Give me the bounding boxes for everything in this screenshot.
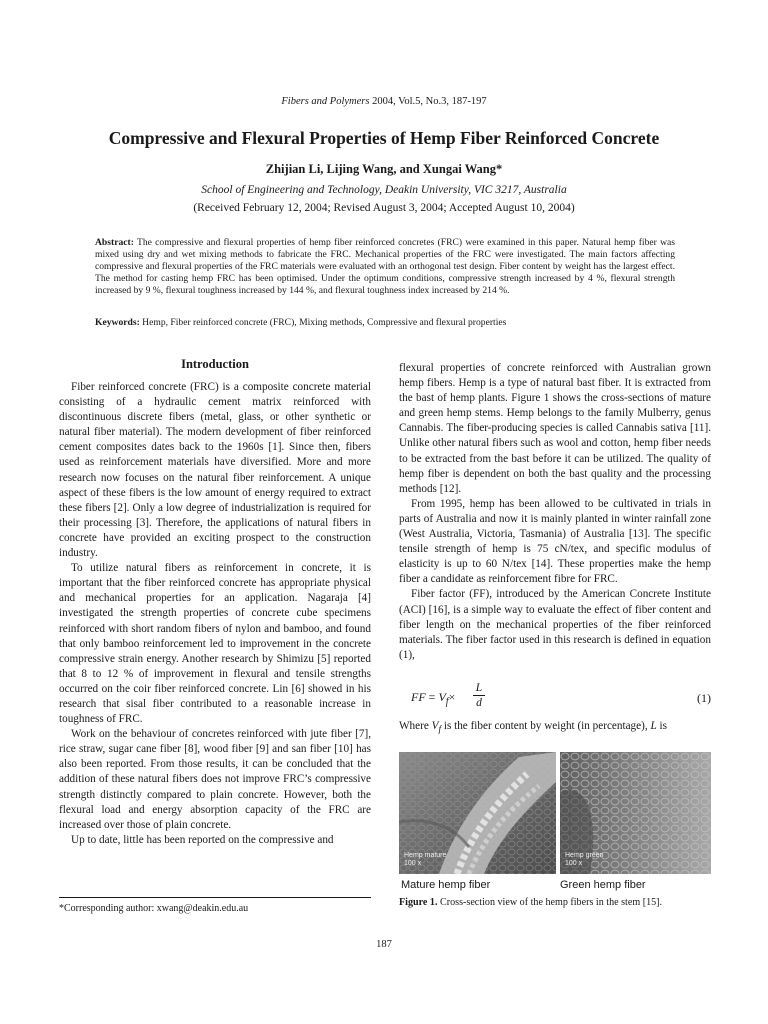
- keywords-text: Hemp, Fiber reinforced concrete (FRC), Mixing methods, Compressive and flexural properties: [139, 317, 507, 328]
- panel-label-mature: Mature hemp fiber: [401, 879, 491, 891]
- received-dates: (Received February 12, 2004; Revised August 3, 2004; Accepted August 10, 2004): [193, 202, 575, 214]
- caption-label: Figure 1.: [399, 897, 438, 908]
- mature-hemp-micrograph: [399, 752, 556, 874]
- abstract-text: The compressive and flexural properties of hemp fiber reinforced concretes (FRC) were examined in this paper. Natural hemp fiber was mixed using dry and wet mixing methods to fabricate the FRC. Mechanical properties of the FRC were investigated. The main factors affecting compressive and flexural properties of the FRC materials were evaluated with an orthogonal test design. Fiber content by weight has the largest effect. The method for casting hemp FRC has been optimised. Under the optimum conditions, compressive strength increased by 4 %, flexural strength increased by 9 %, flexural toughness increased by 144 %, and flexural toughness index increased by 214 %.: [95, 237, 675, 296]
- journal-volume: 2004, Vol.5, No.3, 187-197: [369, 96, 487, 107]
- fraction-bar: [473, 695, 485, 696]
- journal-name: Fibers and Polymers: [281, 96, 370, 107]
- figure-1: [399, 752, 711, 874]
- body-paragraph: Fiber reinforced concrete (FRC) is a composite concrete material consisting of a hydraulic cement matrix reinforced with discontinuous discrete fibers (metal, glass, or other synthetic or natural fiber material). The modern development of fiber reinforced cement composites dates back to the 1960s [1]. Since then, fibers used as reinforcement materials have diversified. More and more research now focuses on the natural fiber reinforcement. A unique aspect of these fibers is the low amount of energy required to extract these fibers [2]. Only a low degree of industrialization is required for their processing [3]. Therefore, the applications of natural fibers in concrete have provided an exciting prospect to the construction industry.: [59, 381, 371, 560]
- body-paragraph: Up to date, little has been reported on the compressive and: [71, 833, 334, 846]
- equation-fraction: [473, 682, 485, 709]
- fraction-denominator: d: [476, 697, 482, 709]
- equation-v-subscript: f: [445, 696, 449, 708]
- magnification-tag: [404, 852, 446, 868]
- tag-line: Hemp mature: [404, 852, 447, 859]
- paper-title: Compressive and Flexural Properties of Hemp Fiber Reinforced Concrete: [108, 128, 660, 148]
- section-heading: Introduction: [181, 357, 249, 371]
- equation-equals: =: [428, 690, 436, 704]
- abstract-label: Abstract:: [95, 237, 134, 248]
- body-paragraph: From 1995, hemp has been allowed to be cultivated in trials in parts of Australia and now it is mainly planted in winter rainfall zone (West Australia, Victoria, Tasmania) of Australia [13]. The specific tensile strength of hemp is 75 cN/tex, and specific modulus of elasticity is up to 60 N/tex [14]. These properties make the hemp fiber a candidate as reinforcement fibre for FRC.: [399, 497, 711, 586]
- tag-line: Hemp green: [565, 852, 604, 859]
- panel-label-green: Green hemp fiber: [560, 879, 646, 891]
- equation-v: V: [438, 690, 446, 704]
- caption-text: Cross-section view of the hemp fibers in the stem [15].: [437, 897, 663, 908]
- green-hemp-micrograph: [560, 752, 711, 874]
- figure-caption: [399, 897, 711, 908]
- text-fragment: Where: [399, 720, 432, 732]
- left-column: [59, 380, 371, 848]
- body-paragraph: flexural properties of concrete reinforced with Australian grown hemp fibers. Hemp is a type of natural bast fiber. It is extracted from the bast of hemp plants. Figure 1 shows the cross-sections of mature and green hemp stems. Hemp belongs to the family Mulberry, genus Cannabis. The fiber-producing species is called Cannabis sativa [11]. Unlike other natural fibers such as wool and cotton, hemp fiber needs to be extracted from the bast before it can be utilized. The quality of hemp fiber is dependent on both the bast quality and the processing methods [12].: [399, 362, 711, 495]
- keywords-label: Keywords:: [95, 317, 140, 328]
- text-fragment: is: [656, 720, 667, 732]
- text-fragment: is the fiber content by weight (in percentage),: [441, 720, 651, 732]
- authors: Zhijian Li, Lijing Wang, and Xungai Wang*: [265, 162, 503, 176]
- equation-lhs: FF: [411, 690, 426, 704]
- equation-number: (1): [697, 691, 711, 705]
- tag-line: 100 x: [404, 860, 422, 867]
- equation-expression: [411, 690, 455, 707]
- equation-times: ×: [448, 690, 456, 704]
- tag-line: 100 x: [565, 860, 583, 867]
- body-paragraph: [399, 720, 711, 735]
- variable-v-subscript: f: [438, 725, 442, 736]
- footnote-divider: [59, 897, 371, 898]
- affiliation: School of Engineering and Technology, Deakin University, VIC 3217, Australia: [201, 184, 567, 196]
- page-number: 187: [376, 939, 392, 950]
- body-paragraph: Fiber factor (FF), introduced by the American Concrete Institute (ACI) [16], is a simple way to evaluate the effect of fiber content and fiber length on the mechanical properties of the fiber reinforced materials. The fiber factor used in this research is defined in equation (1),: [399, 588, 711, 661]
- footnote: *Corresponding author: xwang@deakin.edu.au: [59, 903, 249, 914]
- equation: [399, 682, 711, 716]
- abstract: [95, 237, 675, 297]
- variable-v: V: [431, 720, 439, 732]
- fraction-numerator: L: [475, 682, 483, 694]
- journal-header: [0, 96, 768, 107]
- keywords: [95, 317, 675, 328]
- magnification-tag: [565, 852, 604, 868]
- body-paragraph: To utilize natural fibers as reinforcement in concrete, it is important that the fiber reinforced concrete has appropriate physical and mechanical properties for an application. Nagaraja [4] investigated the strength properties of concrete cube specimens reinforced with short random fibers of nylon and bamboo, and found that only bamboo reinforcement led to improvement in the concrete compressive strain energy. Another research by Shimizu [5] reported that 8 to 12 % of improvement in flexural and tensile strengths occurred on the coir fiber reinforced concrete. Lin [6] showed in his research that sisal fiber contributed to a reasonable increase in toughness of FRC.: [59, 562, 371, 726]
- body-paragraph: Work on the behaviour of concretes reinforced with jute fiber [7], rice straw, sugar cane fiber [8], wood fiber [9] and san fiber [10] has also been reported. From those results, it can be concluded that the addition of these natural fibers does not improve FRC’s compressive strength distinctly compared to plain concrete. However, both the flexural load and energy absorption capacity of the FRC are increased over those of plain concrete.: [59, 728, 371, 831]
- right-column: [399, 361, 711, 663]
- variable-l: L: [650, 720, 657, 732]
